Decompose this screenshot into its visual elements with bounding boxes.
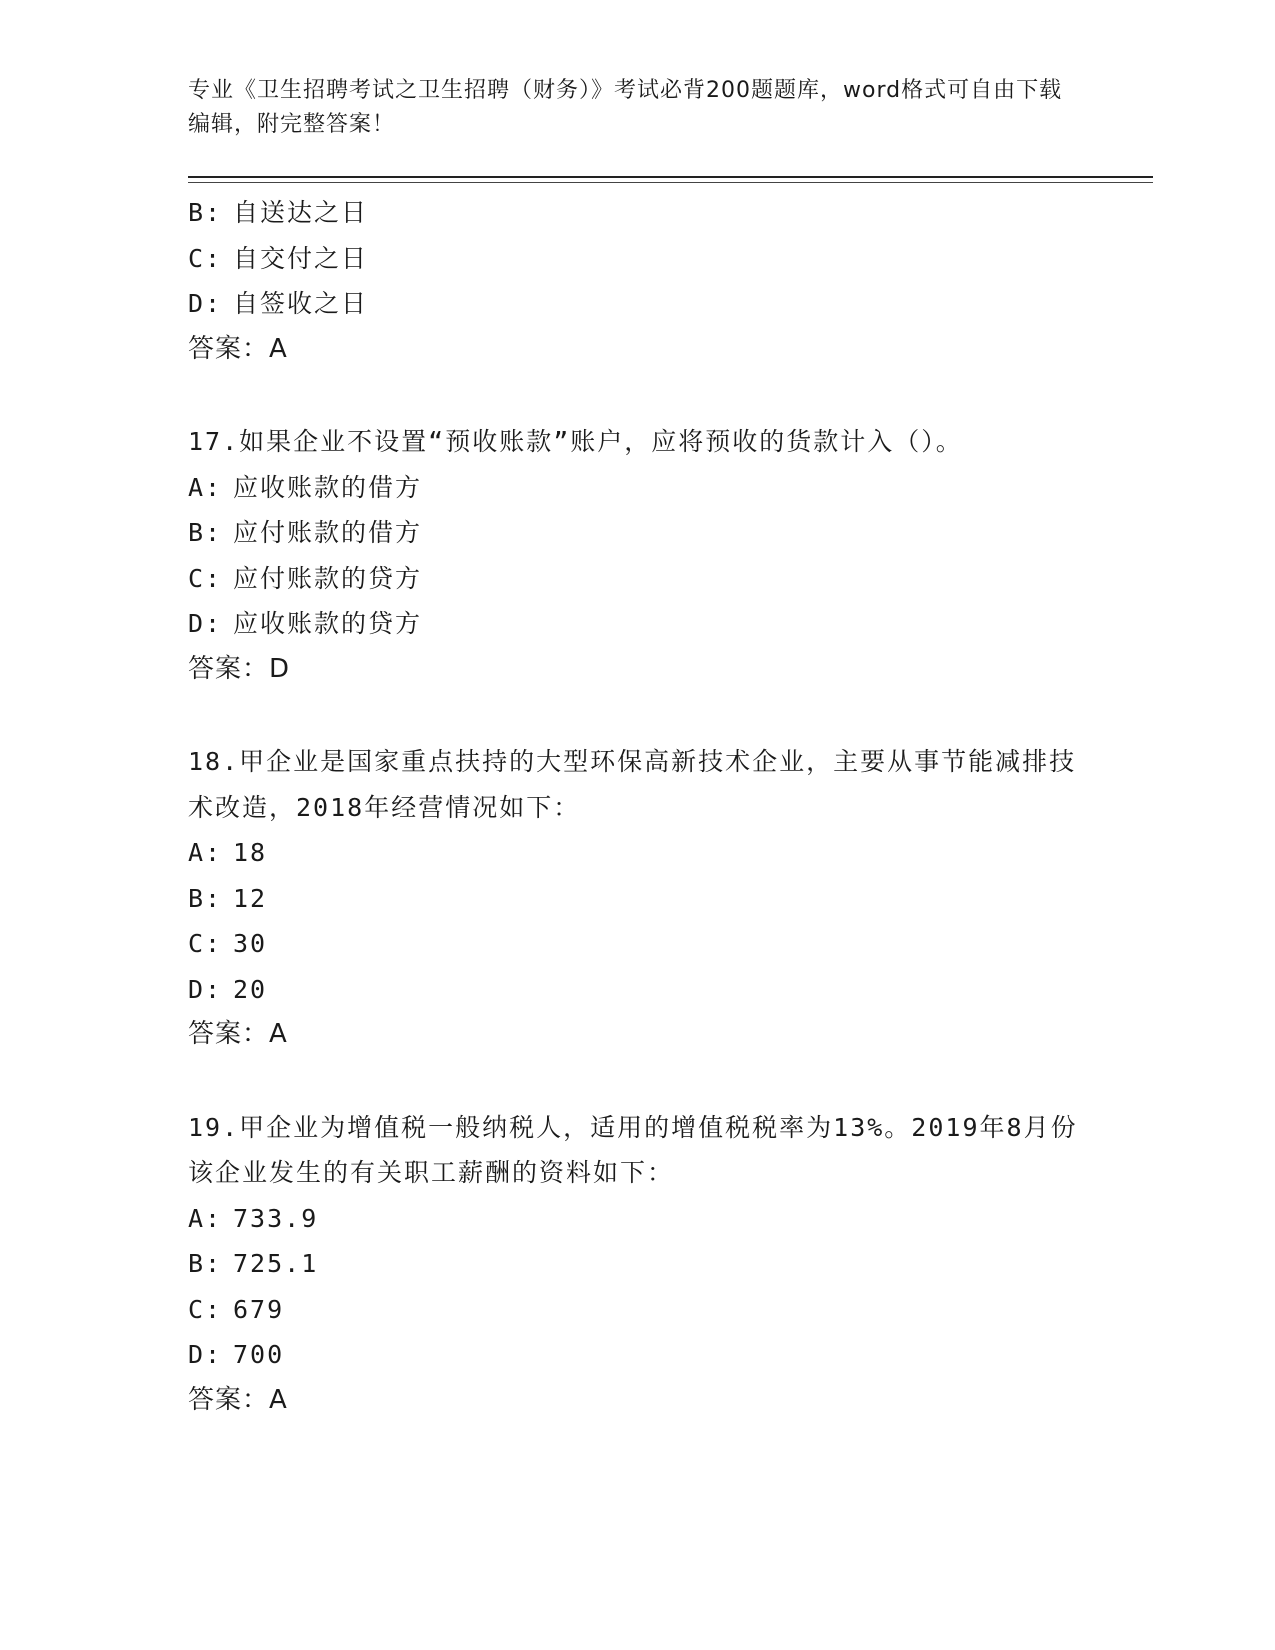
- option-text: 700: [233, 1340, 285, 1369]
- question-18-block: [188, 739, 1088, 1058]
- header-rule-thin: [188, 182, 1153, 183]
- option-text: 自交付之日: [233, 243, 369, 273]
- question-18-text: 18.甲企业是国家重点扶持的大型环保高新技术企业，主要从事节能减排技术改造，2018年经营情况如下：: [188, 747, 1077, 822]
- question-19-text: 19.甲企业为增值税一般纳税人，适用的增值税税率为13%。2019年8月份该企业发生的有关职工薪酬的资料如下：: [188, 1112, 1078, 1187]
- header-rule-thick: [188, 176, 1153, 178]
- question-19-block: [188, 1105, 1088, 1424]
- question-17-option-b: [188, 510, 1088, 556]
- option-letter: B:: [188, 518, 223, 547]
- option-text: 679: [233, 1294, 285, 1324]
- option-letter: B:: [188, 883, 223, 913]
- question-16-block: [188, 190, 1088, 372]
- option-text: 30: [233, 929, 268, 958]
- question-17-block: [188, 419, 1088, 692]
- document-body: [188, 190, 1088, 1423]
- question-19-answer: 答案：A: [188, 1384, 288, 1415]
- spacer: [188, 692, 1088, 739]
- question-16-option-b: [188, 190, 1088, 236]
- option-text: 应付账款的贷方: [233, 563, 423, 593]
- option-text: 应收账款的借方: [233, 472, 423, 502]
- option-text: 733.9: [233, 1203, 319, 1233]
- option-letter: C:: [188, 929, 223, 958]
- option-text: 自签收之日: [233, 289, 369, 318]
- option-letter: A:: [188, 472, 223, 502]
- question-19-option-d: [188, 1332, 1088, 1378]
- spacer: [188, 1058, 1088, 1105]
- option-text: 725.1: [233, 1249, 319, 1278]
- option-letter: D:: [188, 289, 223, 318]
- question-17-option-c: [188, 556, 1088, 602]
- option-text: 应收账款的贷方: [233, 609, 423, 638]
- option-letter: C:: [188, 1294, 223, 1324]
- question-18-option-a: [188, 830, 1088, 876]
- spacer: [188, 372, 1088, 419]
- question-18-answer: 答案：A: [188, 1019, 288, 1049]
- option-text: 20: [233, 974, 268, 1004]
- option-letter: C:: [188, 563, 223, 593]
- option-letter: A:: [188, 838, 223, 867]
- option-letter: B:: [188, 1249, 223, 1278]
- question-17-option-d: [188, 601, 1088, 647]
- question-16-answer: 答案：A: [188, 333, 288, 364]
- question-19-option-a: [188, 1196, 1088, 1242]
- question-17-option-a: [188, 465, 1088, 511]
- option-text: 应付账款的借方: [233, 518, 423, 547]
- option-letter: D:: [188, 1340, 223, 1369]
- question-18-option-b: [188, 876, 1088, 922]
- question-19-option-b: [188, 1241, 1088, 1287]
- option-letter: B:: [188, 198, 223, 227]
- question-18-option-c: [188, 921, 1088, 967]
- option-letter: A:: [188, 1203, 223, 1233]
- question-19-option-c: [188, 1287, 1088, 1333]
- option-text: 18: [233, 838, 268, 867]
- option-letter: D:: [188, 974, 223, 1004]
- question-17-answer: 答案：D: [188, 653, 291, 684]
- option-text: 自送达之日: [233, 198, 369, 227]
- question-16-option-c: [188, 236, 1088, 282]
- option-letter: C:: [188, 243, 223, 273]
- option-letter: D:: [188, 609, 223, 638]
- option-text: 12: [233, 883, 268, 913]
- question-16-option-d: [188, 281, 1088, 327]
- question-17-text: 17.如果企业不设置“预收账款”账户，应将预收的货款计入（）。: [188, 427, 963, 456]
- question-18-option-d: [188, 967, 1088, 1013]
- document-header: 专业《卫生招聘考试之卫生招聘（财务）》考试必背200题题库，word格式可自由下载编辑，附完整答案！: [188, 78, 1063, 137]
